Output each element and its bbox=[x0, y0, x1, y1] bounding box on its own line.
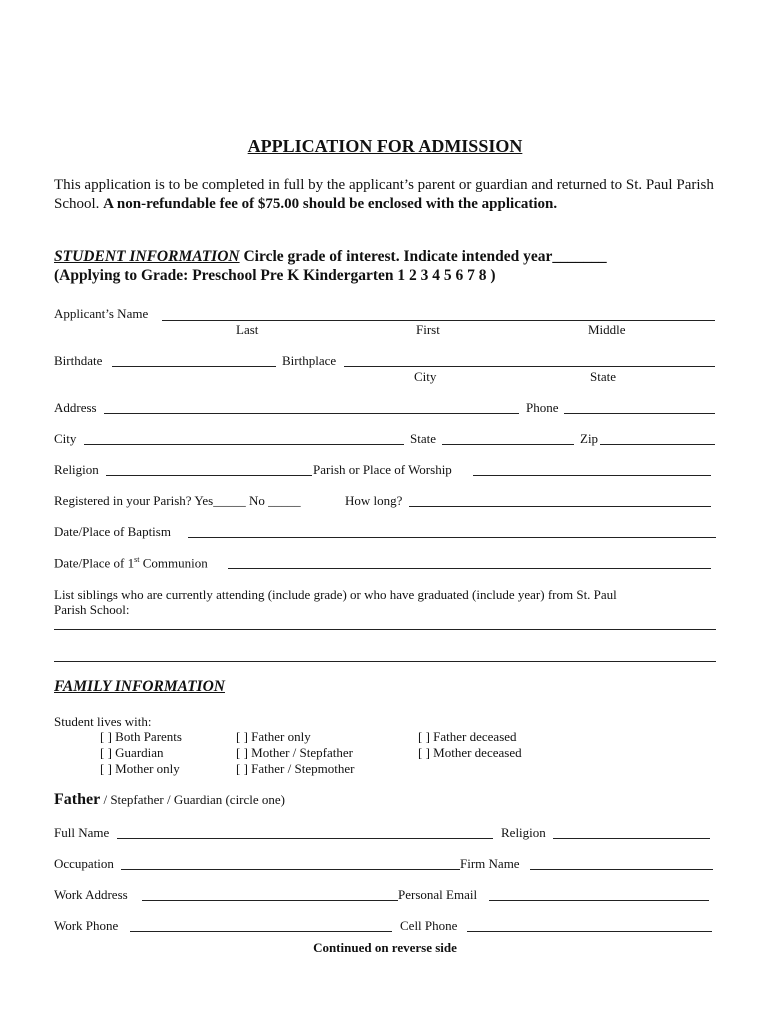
student-info-heading: STUDENT INFORMATION bbox=[54, 248, 240, 265]
city-label: City bbox=[54, 431, 77, 446]
father-cell-phone-line[interactable] bbox=[467, 931, 712, 932]
birthplace-city-label: City bbox=[414, 369, 437, 384]
checkbox-father-stepmother[interactable]: [ ] Father / Stepmother bbox=[236, 761, 355, 776]
father-full-name-line[interactable] bbox=[117, 838, 493, 839]
parish-line[interactable] bbox=[473, 475, 711, 476]
siblings-line-1[interactable] bbox=[54, 629, 716, 630]
father-full-name-label: Full Name bbox=[54, 825, 110, 840]
father-suffix: / Stepfather / Guardian (circle one) bbox=[100, 792, 286, 807]
birthdate-line[interactable] bbox=[112, 366, 276, 367]
checkbox-mother-stepfather[interactable]: [ ] Mother / Stepfather bbox=[236, 745, 353, 760]
father-occupation-label: Occupation bbox=[54, 856, 114, 871]
father-firm-name-line[interactable] bbox=[530, 869, 713, 870]
phone-label: Phone bbox=[526, 400, 559, 415]
family-info-heading: FAMILY INFORMATION bbox=[54, 678, 225, 695]
applicant-name-line[interactable] bbox=[162, 320, 715, 321]
address-line[interactable] bbox=[104, 413, 519, 414]
last-label: Last bbox=[236, 322, 259, 337]
checkbox-mother-only[interactable]: [ ] Mother only bbox=[100, 761, 180, 776]
state-line[interactable] bbox=[442, 444, 574, 445]
middle-label: Middle bbox=[588, 322, 626, 337]
parish-label: Parish or Place of Worship bbox=[313, 462, 452, 477]
father-religion-label: Religion bbox=[501, 825, 546, 840]
father-personal-email-line[interactable] bbox=[489, 900, 709, 901]
intro-paragraph bbox=[54, 176, 716, 213]
religion-line[interactable] bbox=[106, 475, 312, 476]
birthplace-label: Birthplace bbox=[282, 353, 337, 368]
father-work-phone-label: Work Phone bbox=[54, 918, 119, 933]
applicant-name-label: Applicant’s Name bbox=[54, 306, 149, 321]
birthdate-label: Birthdate bbox=[54, 353, 103, 368]
communion-label-post: Communion bbox=[139, 555, 208, 571]
zip-label: Zip bbox=[580, 431, 599, 446]
continued-notice: Continued on reverse side bbox=[313, 940, 457, 955]
registered-parish-label: Registered in your Parish? Yes_____ No _____ bbox=[54, 493, 301, 508]
how-long-label: How long? bbox=[345, 493, 403, 508]
religion-label: Religion bbox=[54, 462, 99, 477]
grade-instruction: Circle grade of interest. Indicate intended year_______ bbox=[243, 248, 607, 265]
city-line[interactable] bbox=[84, 444, 404, 445]
checkbox-father-deceased[interactable]: [ ] Father deceased bbox=[418, 729, 517, 744]
siblings-line-2[interactable] bbox=[54, 661, 716, 662]
how-long-line[interactable] bbox=[409, 506, 711, 507]
address-label: Address bbox=[54, 400, 97, 415]
siblings-label-line1: List siblings who are currently attending (include grade) or who have graduated (include year) from St. Paul bbox=[54, 587, 617, 602]
father-personal-email-label: Personal Email bbox=[398, 887, 478, 902]
father-label: Father bbox=[54, 791, 101, 808]
page-title: APPLICATION FOR ADMISSION bbox=[247, 136, 523, 156]
checkbox-both-parents[interactable]: [ ] Both Parents bbox=[100, 729, 182, 744]
first-label: First bbox=[416, 322, 440, 337]
communion-label-sup: st bbox=[134, 555, 140, 564]
state-label: State bbox=[410, 431, 436, 446]
father-firm-name-label: Firm Name bbox=[460, 856, 520, 871]
father-occupation-line[interactable] bbox=[121, 869, 460, 870]
communion-line[interactable] bbox=[228, 568, 711, 569]
student-section-header bbox=[54, 247, 607, 285]
fee-notice: A non-refundable fee of $75.00 should be enclosed with the application. bbox=[103, 195, 558, 212]
father-work-phone-line[interactable] bbox=[130, 931, 392, 932]
communion-label-pre: Date/Place of 1 bbox=[54, 555, 135, 571]
father-religion-line[interactable] bbox=[553, 838, 710, 839]
zip-line[interactable] bbox=[600, 444, 715, 445]
communion-label bbox=[54, 555, 208, 571]
father-work-address-label: Work Address bbox=[54, 887, 128, 902]
birthplace-state-label: State bbox=[590, 369, 616, 384]
phone-line[interactable] bbox=[564, 413, 715, 414]
checkbox-father-only[interactable]: [ ] Father only bbox=[236, 729, 311, 744]
father-section-heading bbox=[54, 791, 285, 809]
father-cell-phone-label: Cell Phone bbox=[400, 918, 458, 933]
intro-text: This application is to be completed in full by the applicant’s parent or guardian and returned to St. Paul Parish School. bbox=[54, 177, 714, 212]
birthplace-line[interactable] bbox=[344, 366, 715, 367]
father-work-address-line[interactable] bbox=[142, 900, 398, 901]
baptism-line[interactable] bbox=[188, 537, 716, 538]
student-lives-with-label: Student lives with: bbox=[54, 714, 152, 729]
siblings-label-line2: Parish School: bbox=[54, 602, 130, 617]
baptism-label: Date/Place of Baptism bbox=[54, 524, 171, 539]
checkbox-mother-deceased[interactable]: [ ] Mother deceased bbox=[418, 745, 522, 760]
checkbox-guardian[interactable]: [ ] Guardian bbox=[100, 745, 164, 760]
grades-line: (Applying to Grade: Preschool Pre K Kindergarten 1 2 3 4 5 6 7 8 ) bbox=[54, 267, 496, 284]
